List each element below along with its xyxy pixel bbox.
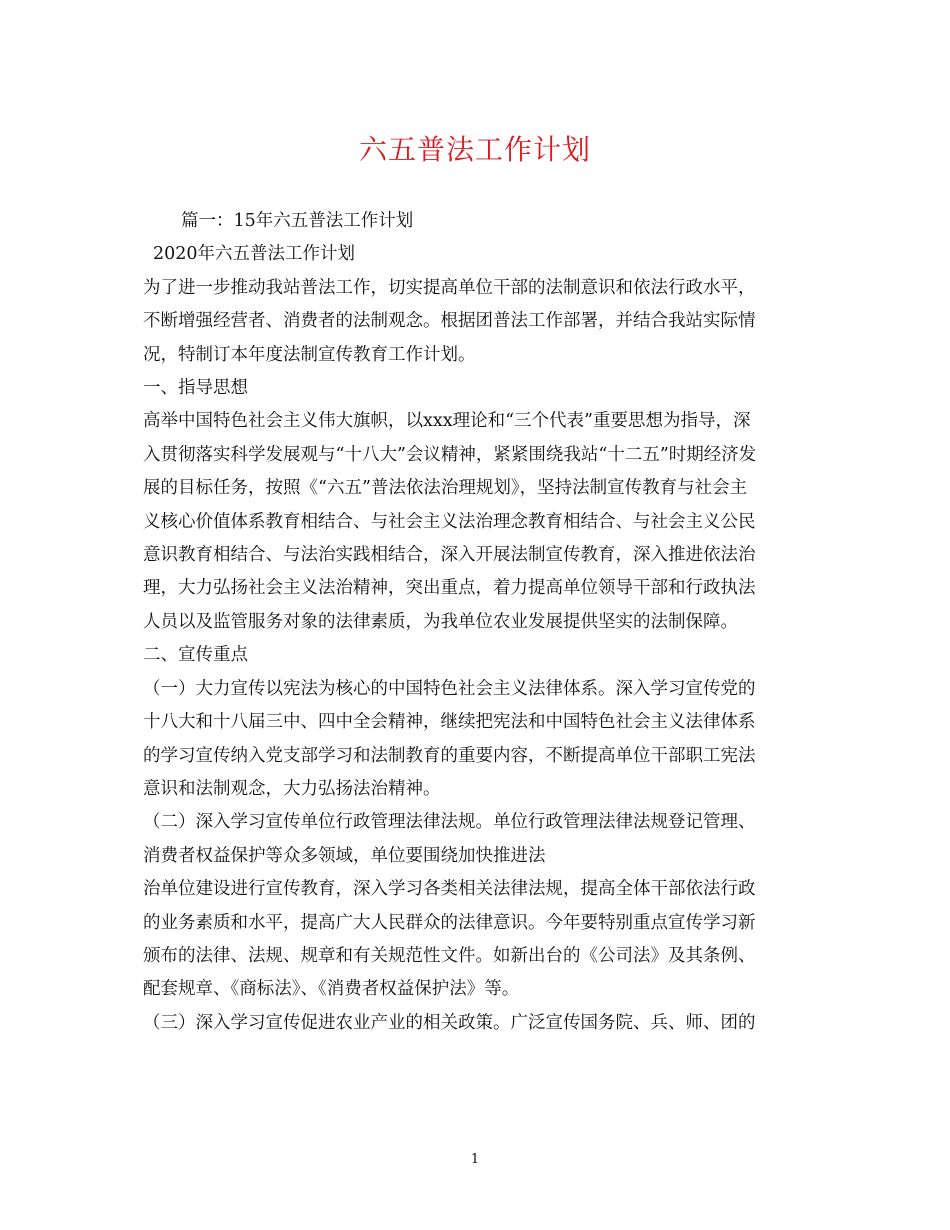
paragraph-line: 意识教育相结合、与法治实践相结合，深入开展法制宣传教育，深入推进依法治 (143, 545, 756, 566)
document-body (143, 205, 808, 1040)
paragraph-line: 入贯彻落实科学发展观与“十八大”会议精神，紧紧围绕我站“十二五”时期经济发 (143, 444, 757, 465)
paragraph-line: 展的目标任务，按照《“六五”普法依法治理规划》，坚持法制宣传教育与社会主 (143, 478, 748, 499)
paragraph-line: 高举中国特色社会主义伟大旗帜，以xxx理论和“三个代表”重要思想为指导，深 (143, 411, 751, 432)
paragraph-line: 人员以及监管服务对象的法律素质，为我单位农业发展提供坚实的法制保障。 (143, 611, 738, 632)
document-title: 六五普法工作计划 (358, 133, 591, 166)
paragraph-line: 颁布的法律、法规、规章和有关规范性文件。如新出台的《公司法》及其条例、 (143, 945, 756, 966)
paragraph-line: 2020年六五普法工作计划 (153, 244, 356, 265)
paragraph-line: 的学习宣传纳入党支部学习和法制教育的重要内容，不断提高单位干部职工宪法 (143, 745, 756, 766)
paragraph-line: 为了进一步推动我站普法工作，切实提高单位干部的法制意识和依法行政水平， (143, 277, 756, 298)
paragraph-line: 况，特制订本年度法制宣传教育工作计划。 (143, 344, 476, 365)
paragraph-line: 理，大力弘扬社会主义法治精神，突出重点，着力提高单位领导干部和行政执法 (143, 578, 756, 599)
paragraph-line: 义核心价值体系教育相结合、与社会主义法治理念教育相结合、与社会主义公民 (143, 511, 756, 532)
paragraph-line: 消费者权益保护等众多领域，单位要围绕加快推进法 (143, 845, 546, 866)
paragraph-line: 不断增强经营者、消费者的法制观念。根据团普法工作部署，并结合我站实际情 (143, 311, 756, 332)
paragraph-line: 十八大和十八届三中、四中全会精神，继续把宪法和中国特色社会主义法律体系 (143, 712, 756, 733)
paragraph-line: 篇一：15年六五普法工作计划 (181, 211, 414, 231)
paragraph-line: 意识和法制观念，大力弘扬法治精神。 (143, 778, 441, 799)
section-heading: 二、宣传重点 (143, 645, 248, 666)
page-number: 1 (470, 1152, 480, 1167)
section-heading: 一、指导思想 (143, 378, 248, 399)
paragraph-line: （一）大力宣传以宪法为核心的中国特色社会主义法律体系。深入学习宣传党的 (143, 678, 756, 699)
paragraph-line: 治单位建设进行宣传教育，深入学习各类相关法律法规，提高全体干部依法行政 (143, 879, 756, 900)
paragraph-line: 配套规章、《商标法》、《消费者权益保护法》等。 (143, 979, 520, 1000)
paragraph-line: （二）深入学习宣传单位行政管理法律法规。单位行政管理法律法规登记管理、 (143, 812, 756, 833)
paragraph-line: （三）深入学习宣传促进农业产业的相关政策。广泛宣传国务院、兵、师、团的 (143, 1012, 756, 1033)
paragraph-line: 的业务素质和水平，提高广大人民群众的法律意识。今年要特别重点宣传学习新 (143, 912, 756, 933)
